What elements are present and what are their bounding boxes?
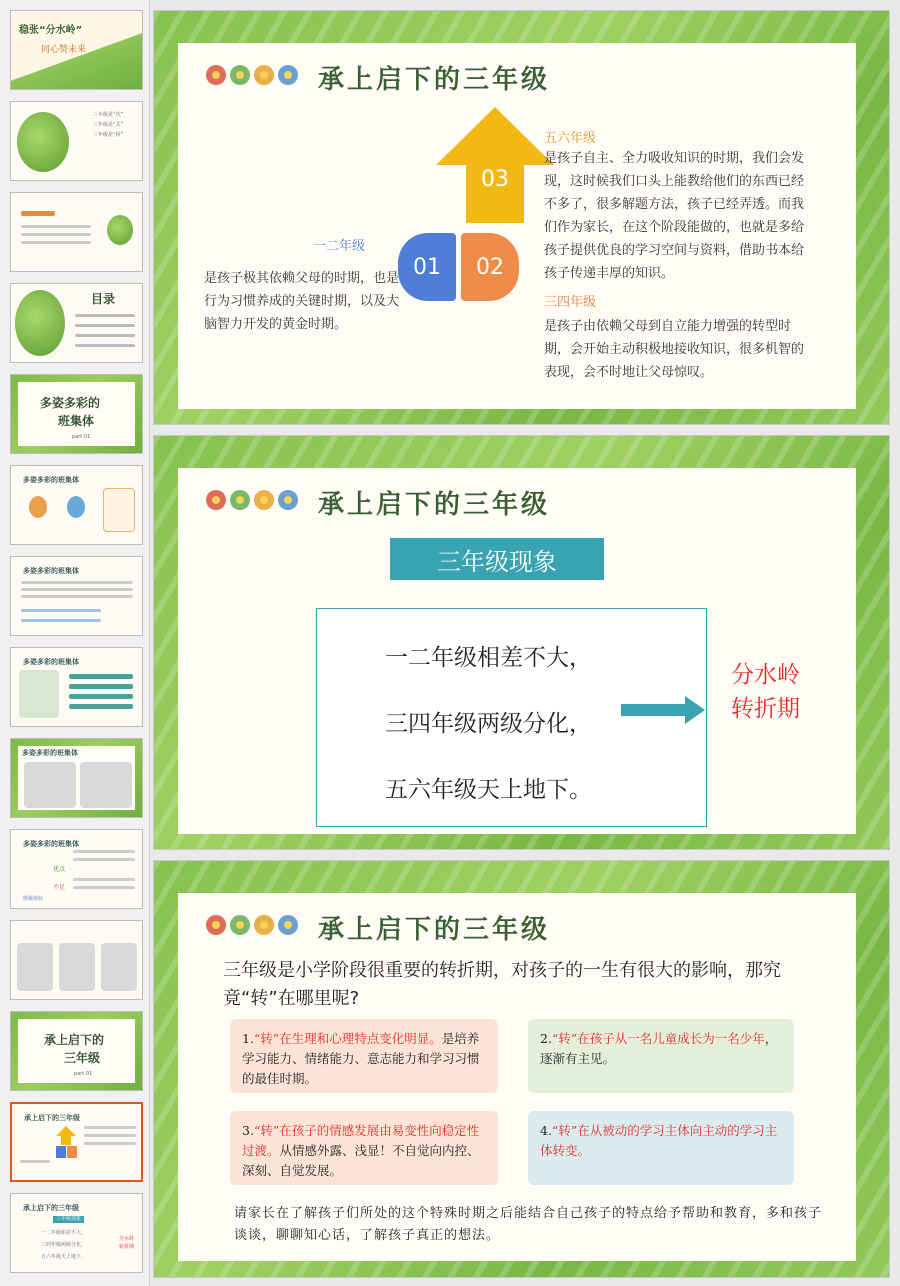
thumb-14-title: 承上启下的三年级 (23, 1204, 79, 1212)
thumb-12-line-1: 承上启下的 (44, 1033, 105, 1047)
point-4-prefix: 4. (540, 1123, 552, 1138)
slide-thumbnail-5[interactable] (10, 374, 143, 454)
text-line (21, 225, 91, 228)
text-line (21, 619, 101, 622)
closing-text: 请家长在了解孩子们所处的这个特殊时期之后能结合自己孩子的特点给予帮助和教育，多和孩子谈谈，聊聊知心话，了解孩子真正的想法。 (234, 1206, 823, 1243)
slide-13-canvas[interactable] (153, 10, 890, 425)
text-line (20, 1160, 50, 1163)
thumb-13-title: 承上启下的三年级 (24, 1114, 80, 1122)
flower-icon (230, 490, 250, 510)
card-placeholder (101, 943, 137, 991)
slide-thumbnail-8[interactable] (10, 647, 143, 727)
photo-placeholder (80, 762, 132, 808)
point-2-highlight: “转”在孩子从一名儿童成长为一名少年 (551, 1031, 765, 1046)
flower-icon (254, 65, 274, 85)
slide-thumbnail-3[interactable] (10, 192, 143, 272)
thumb-5-line-2: 班集体 (58, 414, 95, 428)
toc-line (75, 334, 135, 337)
thumb-10-con: 不足 (53, 884, 66, 891)
phenomenon-tag: 三年级现象 (390, 538, 604, 580)
flower-icon (230, 65, 250, 85)
thumb-1-line-2: 同心赞未来 (41, 45, 87, 55)
slide-title: 承上启下的三年级 (318, 65, 551, 95)
slide-thumbnail-14[interactable] (10, 1193, 143, 1273)
thumb-8-title: 多姿多彩的班集体 (23, 658, 79, 666)
grade34-text: 是孩子由依赖父母到自立能力增强的转型时期，会开始主动积极地接收知识，很多机智的表现，会不时地让父母惊叹。 (544, 319, 805, 380)
slide-thumbnail-10[interactable] (10, 829, 143, 909)
thumb-10-pro: 优点 (53, 866, 66, 873)
point-3-rest: 从情感外露、浅显！不自觉向内控、深刻、自觉发展。 (242, 1143, 480, 1178)
text-line (73, 878, 135, 881)
slide-thumbnail-6[interactable] (10, 465, 143, 545)
thumb-4-title: 目录 (91, 292, 116, 306)
point-box-1 (230, 1019, 498, 1093)
child-figure (29, 496, 47, 518)
thumb-6-title: 多姿多彩的班集体 (23, 476, 79, 484)
thumb-5-line-1: 多姿多彩的 (40, 396, 101, 410)
thumb-2-line-2: 三年级是“关” (93, 122, 124, 128)
section-bar (21, 211, 55, 216)
slide-thumbnail-2[interactable] (10, 101, 143, 181)
thumb-14-red-2: 转折期 (119, 1244, 135, 1250)
text-line (84, 1134, 136, 1137)
phenomenon-line-3: 五六年级天上地下。 (385, 777, 592, 803)
up-arrow-graphic (436, 107, 554, 225)
point-3-highlight: “转”在孩子的情感发展由易变性向稳定性过渡。 (242, 1123, 480, 1158)
text-line (73, 850, 135, 853)
slide-thumbnail-11[interactable] (10, 920, 143, 1000)
thumb-card (18, 382, 135, 446)
toc-line (75, 344, 135, 347)
slide-thumbnail-rail (0, 0, 150, 1286)
grade34-label: 三四年级 (544, 295, 597, 310)
slide-thumbnail-1[interactable] (10, 10, 143, 90)
block-graphic (56, 1146, 66, 1158)
list-bar (69, 694, 133, 699)
flower-icon (206, 915, 226, 935)
list-bar (69, 684, 133, 689)
point-1-rest: 是培养学习能力、情绪能力、意志能力和学习习惯的最佳时期。 (242, 1031, 480, 1086)
arrow-shaft (621, 704, 687, 716)
text-line (84, 1142, 136, 1145)
tree-illustration (17, 112, 69, 172)
slide-card (178, 468, 856, 834)
tree-illustration (15, 290, 65, 356)
flower-icon (230, 915, 250, 935)
slide-card (178, 893, 856, 1261)
point-2-rest: ，逐渐有主见。 (540, 1031, 778, 1066)
slide-14-canvas[interactable] (153, 435, 890, 850)
slide-thumbnail-12[interactable] (10, 1011, 143, 1091)
list-bar (69, 704, 133, 709)
photo-placeholder (19, 670, 59, 718)
flower-icon (278, 915, 298, 935)
flower-icon (254, 915, 274, 935)
block-graphic (67, 1146, 77, 1158)
toc-line (75, 324, 135, 327)
slide-thumbnail-13[interactable] (10, 1102, 143, 1182)
slide-title: 承上启下的三年级 (318, 490, 551, 520)
flower-icon (278, 490, 298, 510)
text-line (21, 241, 91, 244)
block-02: 02 (461, 233, 519, 301)
text-line (21, 609, 101, 612)
flower-decoration (206, 915, 298, 935)
arrow-graphic (61, 1135, 71, 1145)
grade56-text: 是孩子自主、全力吸收知识的时期，我们会发现，这时候我们口头上能教给他们的东西已经不多了，很多解题方法，孩子已经弄透。而我们作为家长，在这个阶段能做的，也就是多给孩子提供优良的学习空间与资料，借助书本给孩子传递丰厚的知识。 (544, 151, 805, 281)
grade12-text: 是孩子极其依赖父母的时期，也是行为习惯养成的关键时期，以及大脑智力开发的黄金时期。 (204, 271, 400, 332)
thumb-card (18, 746, 135, 810)
point-box-3 (230, 1111, 498, 1185)
flower-decoration (206, 65, 298, 85)
thumb-10-caption: 班级现状 (23, 896, 44, 902)
text-line (21, 588, 133, 591)
tree-illustration (107, 215, 133, 245)
slide-card (178, 43, 856, 409)
thumb-2-line-3: 三年级是“桥” (93, 132, 124, 138)
phenomenon-line-1: 一二年级相差不大， (385, 645, 592, 671)
list-bar (69, 674, 133, 679)
result-line-2: 转折期 (731, 696, 800, 722)
point-3-prefix: 3. (242, 1123, 254, 1138)
thumb-9-title: 多姿多彩的班集体 (22, 749, 78, 757)
thumb-card (18, 1019, 135, 1083)
toc-line (75, 314, 135, 317)
flower-icon (206, 490, 226, 510)
point-1-highlight: “转”在生理和心理特点变化明显。 (253, 1031, 442, 1046)
flower-icon (206, 65, 226, 85)
card-placeholder (17, 943, 53, 991)
grade56-label: 五六年级 (544, 131, 597, 146)
slide-thumbnail-4[interactable] (10, 283, 143, 363)
question-text: 三年级是小学阶段很重要的转折期，对孩子的一生有很大的影响，那究竟“转”在哪里呢? (223, 960, 781, 1009)
note-card (103, 488, 135, 532)
arrow-tip (685, 696, 705, 724)
text-line (73, 858, 135, 861)
thumb-7-title: 多姿多彩的班集体 (23, 567, 79, 575)
card-placeholder (59, 943, 95, 991)
thumb-12-line-2: 三年级 (64, 1051, 101, 1065)
right-arrow-icon (621, 696, 705, 724)
text-line (21, 581, 133, 584)
arrow-label: 03 (481, 167, 509, 192)
thumb-12-line-3: part.01 (74, 1071, 93, 1077)
thumb-14-line-2: 三四年级两级分化， (41, 1242, 87, 1248)
slide-15-canvas[interactable] (153, 860, 890, 1278)
photo-placeholder (24, 762, 76, 808)
arrow-head (436, 107, 554, 165)
point-4-highlight: “转”在从被动的学习主体向主动的学习主体转变。 (540, 1123, 778, 1158)
thumb-10-title: 多姿多彩的班集体 (23, 840, 79, 848)
result-line-1: 分水岭 (731, 662, 800, 688)
child-figure (67, 496, 85, 518)
thumb-14-line-1: 一二年级相差不大， (41, 1230, 87, 1236)
text-line (73, 886, 135, 889)
point-box-2 (528, 1019, 794, 1093)
point-box-4 (528, 1111, 794, 1185)
text-line (84, 1126, 136, 1129)
point-2-prefix: 2. (540, 1031, 552, 1046)
slide-thumbnail-9[interactable] (10, 738, 143, 818)
point-1-prefix: 1. (242, 1031, 254, 1046)
phenomenon-line-2: 三四年级两级分化， (385, 711, 592, 737)
thumb-2-line-1: 三年级是“坎” (93, 112, 124, 118)
flower-icon (254, 490, 274, 510)
thumb-14-tag: 三年级现象 (53, 1216, 84, 1223)
thumb-5-line-3: part.01 (72, 434, 91, 440)
thumb-14-line-3: 五六年级天上地下。 (41, 1254, 87, 1260)
thumb-14-red-1: 分水岭 (119, 1236, 135, 1242)
flower-decoration (206, 490, 298, 510)
slide-thumbnail-7[interactable] (10, 556, 143, 636)
flower-icon (278, 65, 298, 85)
block-01: 01 (398, 233, 456, 301)
text-line (21, 233, 91, 236)
slide-title: 承上启下的三年级 (318, 915, 551, 945)
thumb-1-line-1: 稳张“分水岭” (19, 25, 83, 36)
grade12-label: 一二年级 (313, 239, 366, 254)
text-line (21, 595, 133, 598)
